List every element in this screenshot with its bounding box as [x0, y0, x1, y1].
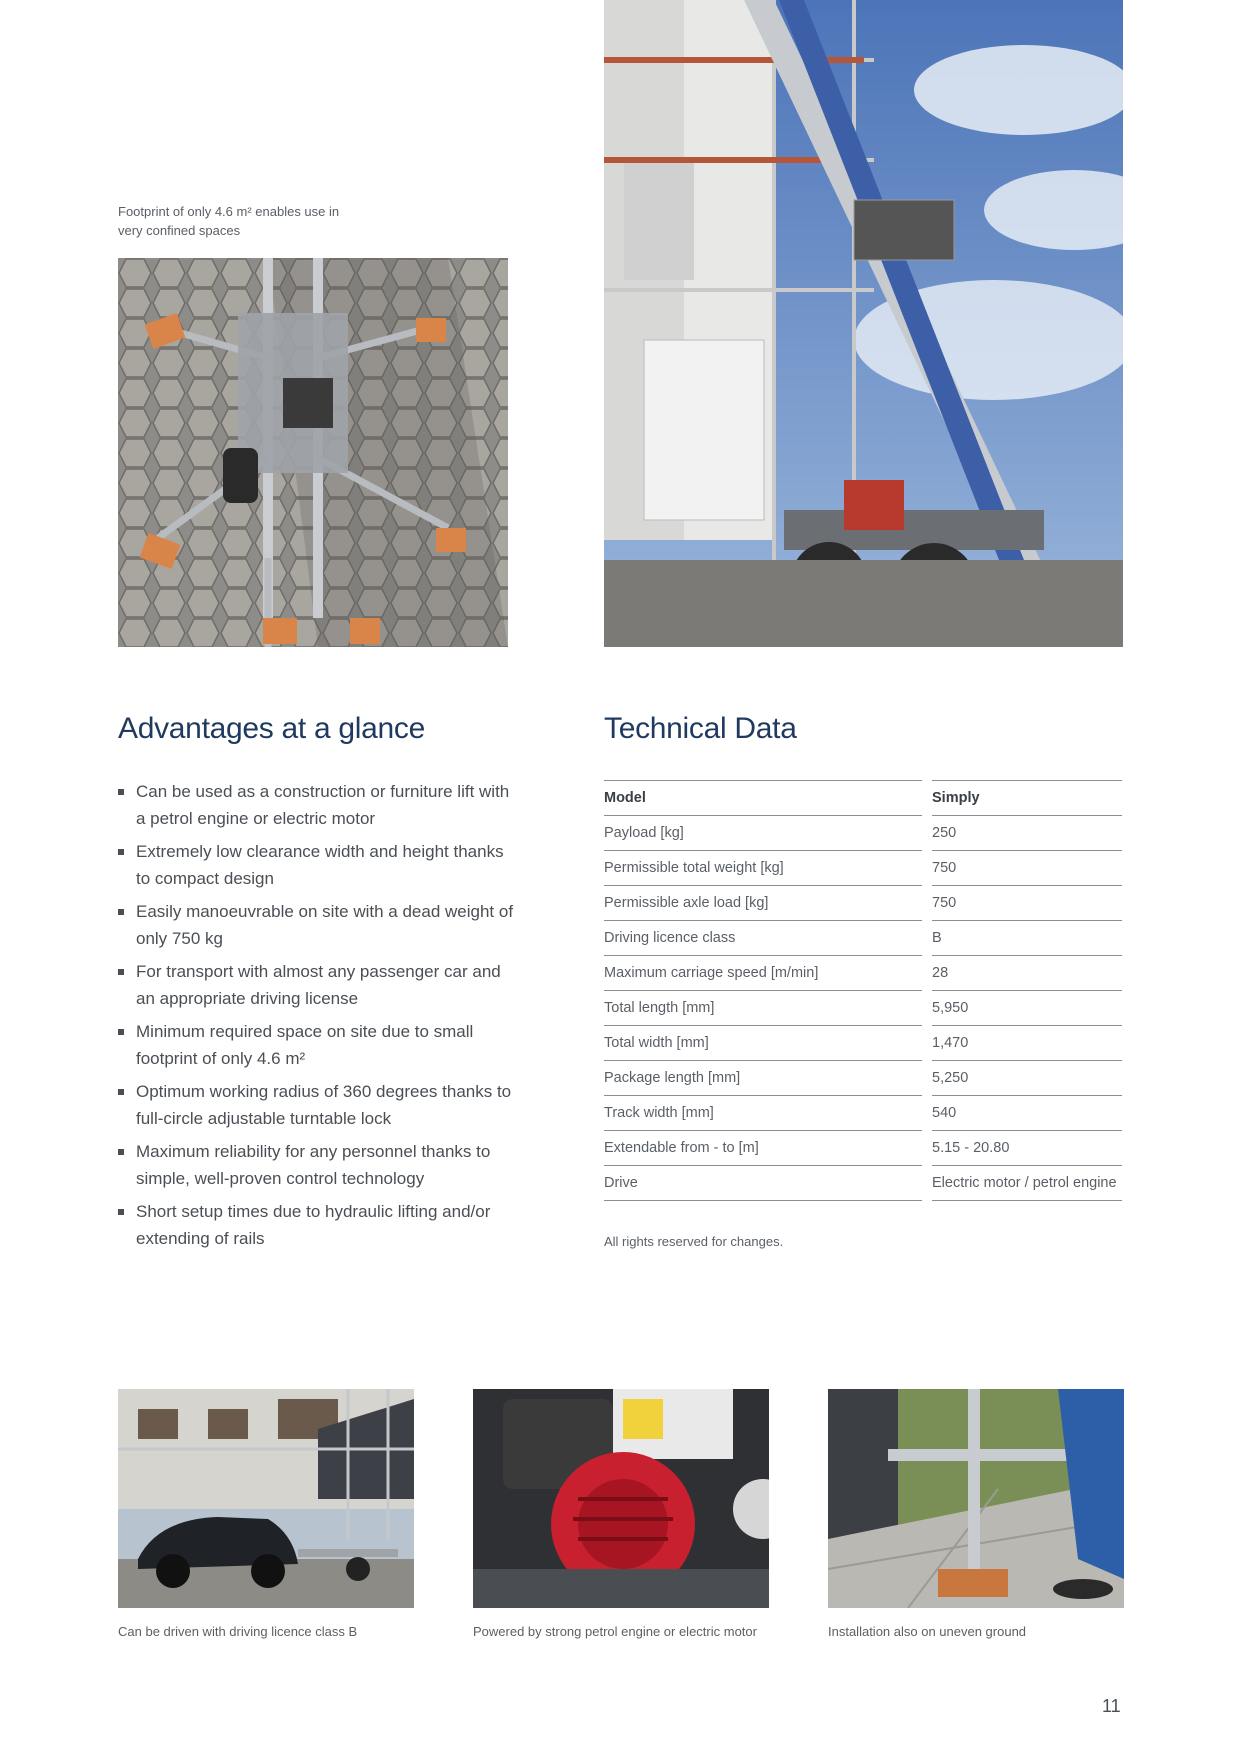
car-towing-photo [118, 1389, 414, 1608]
table-cell: Permissible axle load [kg] [604, 886, 922, 921]
table-cell: Permissible total weight [kg] [604, 851, 922, 886]
table-row [604, 1131, 1122, 1166]
list-item: Maximum reliability for any personnel thanks to simple, well-proven control technology [118, 1138, 518, 1192]
table-cell: Package length [mm] [604, 1061, 922, 1096]
table-header-cell: Simply [932, 780, 1122, 816]
table-row [604, 956, 1122, 991]
advantages-title: Advantages at a glance [118, 712, 425, 745]
bullet-icon [118, 909, 124, 915]
bullet-icon [118, 789, 124, 795]
table-cell: 750 [932, 851, 1122, 886]
list-item: Short setup times due to hydraulic lifting and/or extending of rails [118, 1198, 518, 1252]
page-number: 11 [1102, 1696, 1121, 1716]
table-cell: Track width [mm] [604, 1096, 922, 1131]
list-item: Easily manoeuvrable on site with a dead weight of only 750 kg [118, 898, 518, 952]
table-row [604, 1061, 1122, 1096]
uneven-ground-photo [828, 1389, 1124, 1608]
table-row [604, 1026, 1122, 1061]
petrol-engine-photo [473, 1389, 769, 1608]
list-item: Minimum required space on site due to small footprint of only 4.6 m² [118, 1018, 518, 1072]
table-cell: 250 [932, 816, 1122, 851]
table-cell: Payload [kg] [604, 816, 922, 851]
table-row [604, 921, 1122, 956]
bullet-icon [118, 969, 124, 975]
bullet-icon [118, 849, 124, 855]
table-header-cell: Model [604, 780, 922, 816]
bullet-icon [118, 1089, 124, 1095]
table-cell: Driving licence class [604, 921, 922, 956]
advantages-list [118, 778, 518, 1258]
table-cell: 28 [932, 956, 1122, 991]
footprint-caption: Footprint of only 4.6 m² enables use in very confined spaces [118, 204, 340, 238]
table-cell: 1,470 [932, 1026, 1122, 1061]
table-cell: Maximum carriage speed [m/min] [604, 956, 922, 991]
bullet-icon [118, 1029, 124, 1035]
technical-title: Technical Data [604, 712, 797, 745]
photo-caption: Can be driven with driving licence class B [118, 1624, 358, 1639]
table-cell: 750 [932, 886, 1122, 921]
photo-caption: Installation also on uneven ground [828, 1624, 1027, 1639]
table-cell: Total width [mm] [604, 1026, 922, 1061]
table-cell: 5,950 [932, 991, 1122, 1026]
technical-data-table [604, 780, 1122, 1201]
table-row [604, 991, 1122, 1026]
bullet-icon [118, 1149, 124, 1155]
table-cell: 540 [932, 1096, 1122, 1131]
lift-on-building-photo [604, 0, 1123, 647]
lift-footprint-photo [118, 258, 508, 647]
list-item: Extremely low clearance width and height thanks to compact design [118, 838, 518, 892]
table-cell: 5,250 [932, 1061, 1122, 1096]
table-header-row [604, 780, 1122, 816]
table-row [604, 886, 1122, 921]
rights-note: All rights reserved for changes. [604, 1234, 784, 1249]
table-cell: Total length [mm] [604, 991, 922, 1026]
table-row [604, 851, 1122, 886]
table-cell: B [932, 921, 1122, 956]
table-cell: 5.15 - 20.80 [932, 1131, 1122, 1166]
list-item: Optimum working radius of 360 degrees thanks to full-circle adjustable turntable lock [118, 1078, 518, 1132]
photo-caption: Powered by strong petrol engine or electric motor [473, 1624, 757, 1639]
table-row [604, 816, 1122, 851]
table-cell: Drive [604, 1166, 922, 1201]
table-row [604, 1166, 1122, 1201]
list-item: For transport with almost any passenger car and an appropriate driving license [118, 958, 518, 1012]
list-item: Can be used as a construction or furniture lift with a petrol engine or electric motor [118, 778, 518, 832]
table-cell: Extendable from - to [m] [604, 1131, 922, 1166]
table-row [604, 1096, 1122, 1131]
table-cell: Electric motor / petrol engine [932, 1166, 1122, 1201]
bullet-icon [118, 1209, 124, 1215]
